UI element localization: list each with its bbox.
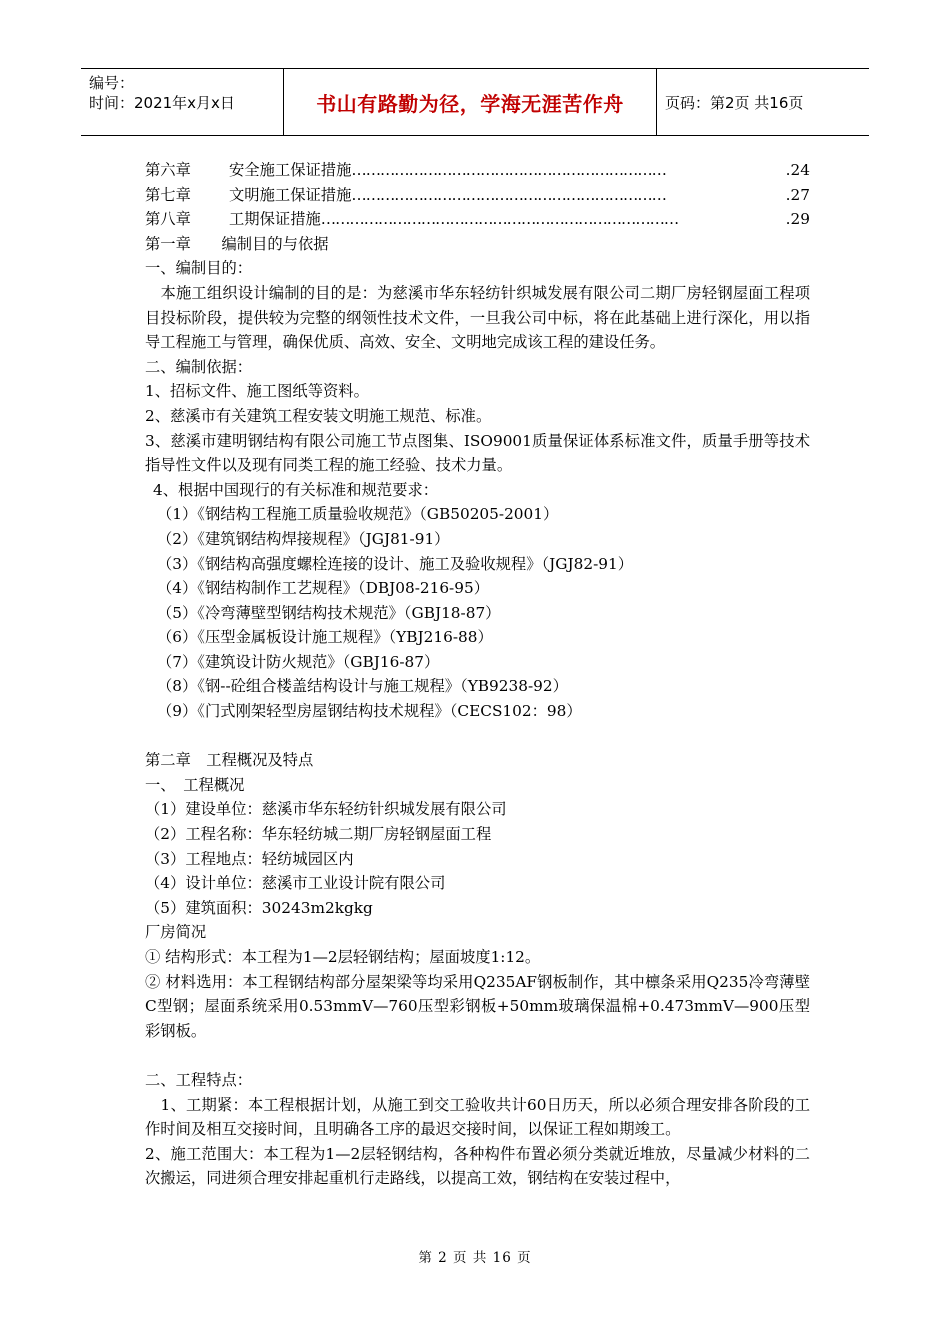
blank-line: [145, 1043, 810, 1068]
toc-leader: …………………………………………………………: [351, 185, 666, 204]
toc-entry: [145, 183, 810, 208]
feature-item: 1、工期紧：本工程根据计划，从施工到交工验收共计60日历天，所以必须合理安排各阶段的工作时间及相互交接时间，且明确各工序的最迟交接时间，以保证工程如期竣工。: [145, 1095, 810, 1139]
overview-item: （5）建筑面积：30243m2kgkg: [145, 898, 373, 917]
basis-item: 3、慈溪市建明钢结构有限公司施工节点图集、ISO9001质量保证体系标准文件，质量手册等技术指导性文件以及现有同类工程的施工经验、技术力量。: [145, 431, 810, 475]
standard-item: （6）《压型金属板设计施工规程》（YBJ216-88）: [157, 628, 493, 647]
doc-time-label: 时间：2021年x月x日: [89, 94, 235, 112]
toc-chapter: 第六章: [145, 161, 191, 179]
standard-item: （7）《建筑设计防火规范》（GBJ16-87）: [157, 652, 440, 671]
toc-title: 工期保证措施: [229, 210, 321, 229]
standard-item: （1）《钢结构工程施工质量验收规范》（GB50205-2001）: [157, 505, 559, 524]
chapter-2-heading: 第二章 工程概况及特点: [145, 751, 314, 770]
header-motto: 书山有路勤为径，学海无涯苦作舟: [316, 91, 624, 116]
basis-item: 2、慈溪市有关建筑工程安装文明施工规范、标准。: [145, 406, 492, 425]
header-page-info-cell: [657, 69, 869, 135]
document-body: [145, 158, 810, 1191]
section-heading: 二、编制依据：: [145, 357, 253, 376]
overview-item: （3）工程地点：轻纺城园区内: [145, 849, 354, 868]
header-motto-cell: [283, 69, 657, 135]
section-heading: 一、 工程概况: [145, 775, 245, 794]
page-footer: 第 2 页 共 16 页: [418, 1250, 532, 1266]
toc-chapter: 第八章: [145, 210, 191, 229]
basis-item: 1、招标文件、施工图纸等资料。: [145, 382, 369, 401]
toc-entry: [145, 207, 810, 232]
page-header: [81, 68, 869, 136]
plant-heading: 厂房简况: [145, 923, 207, 942]
toc-leader: …………………………………………………………………: [320, 210, 679, 229]
basis-item: 4、根据中国现行的有关标准和规范要求：: [153, 480, 439, 499]
standard-item: （5）《冷弯薄壁型钢结构技术规范》（GBJ18-87）: [157, 603, 501, 622]
toc-title: 文明施工保证措施: [229, 185, 352, 204]
toc-page: .29: [785, 210, 810, 229]
toc-entry: [145, 158, 810, 183]
header-meta: [81, 69, 283, 135]
overview-item: （2）工程名称：华东轻纺城二期厂房轻钢屋面工程: [145, 825, 492, 844]
standard-item: （2）《建筑钢结构焊接规程》（JGJ81-91）: [157, 529, 450, 548]
overview-item: （4）设计单位：慈溪市工业设计院有限公司: [145, 874, 446, 893]
standard-item: （3）《钢结构高强度螺栓连接的设计、施工及验收规程》（JGJ82-91）: [157, 554, 634, 573]
plant-item: ① 结构形式：本工程为1—2层轻钢结构；屋面坡度1:12。: [145, 948, 541, 966]
blank-line: [145, 724, 810, 749]
standard-item: （4）《钢结构制作工艺规程》（DBJ08-216-95）: [157, 579, 489, 598]
feature-item: 2、施工范围大：本工程为1—2层轻钢结构，各种构件布置必须分类就近堆放，尽量减少材料的二次搬运，同进须合理安排起重机行走路线，以提高工效，钢结构在安装过程中，: [145, 1144, 810, 1188]
section-heading: 一、编制目的：: [145, 259, 253, 278]
plant-item: ② 材料选用：本工程钢结构部分屋架梁等均采用Q235AF钢板制作，其中檩条采用Q235冷弯薄壁C型钢；屋面系统采用0.53mmV—760压型彩钢板+50mm玻璃保温棉+0.473mmV—900压型彩钢板。: [145, 972, 810, 1040]
toc-page: .24: [785, 161, 810, 179]
toc-chapter: 第七章: [145, 185, 191, 204]
overview-item: （1）建设单位：慈溪市华东轻纺针织城发展有限公司: [145, 800, 507, 819]
toc-leader: …………………………………………………………: [351, 161, 666, 179]
toc-title: 安全施工保证措施: [229, 161, 352, 179]
section-heading: 二、工程特点：: [145, 1070, 253, 1089]
purpose-paragraph: 本施工组织设计编制的目的是：为慈溪市华东轻纺针织城发展有限公司二期厂房轻钢屋面工程项目投标阶段，提供较为完整的纲领性技术文件，一旦我公司中标，将在此基础上进行深化，用以指导工程施工与管理，确保优质、高效、安全、文明地完成该工程的建设任务。: [145, 283, 810, 352]
chapter-1-heading: 第一章 编制目的与依据: [145, 234, 329, 253]
standard-item: （8）《钢--砼组合楼盖结构设计与施工规程》（YB9238-92）: [157, 677, 568, 696]
header-page-info: 页码：第2页 共16页: [665, 93, 804, 112]
toc-page: .27: [785, 185, 810, 204]
standard-item: （9）《门式刚架轻型房屋钢结构技术规程》（CECS102：98）: [157, 702, 582, 721]
doc-code-label: 编号：: [89, 74, 135, 92]
